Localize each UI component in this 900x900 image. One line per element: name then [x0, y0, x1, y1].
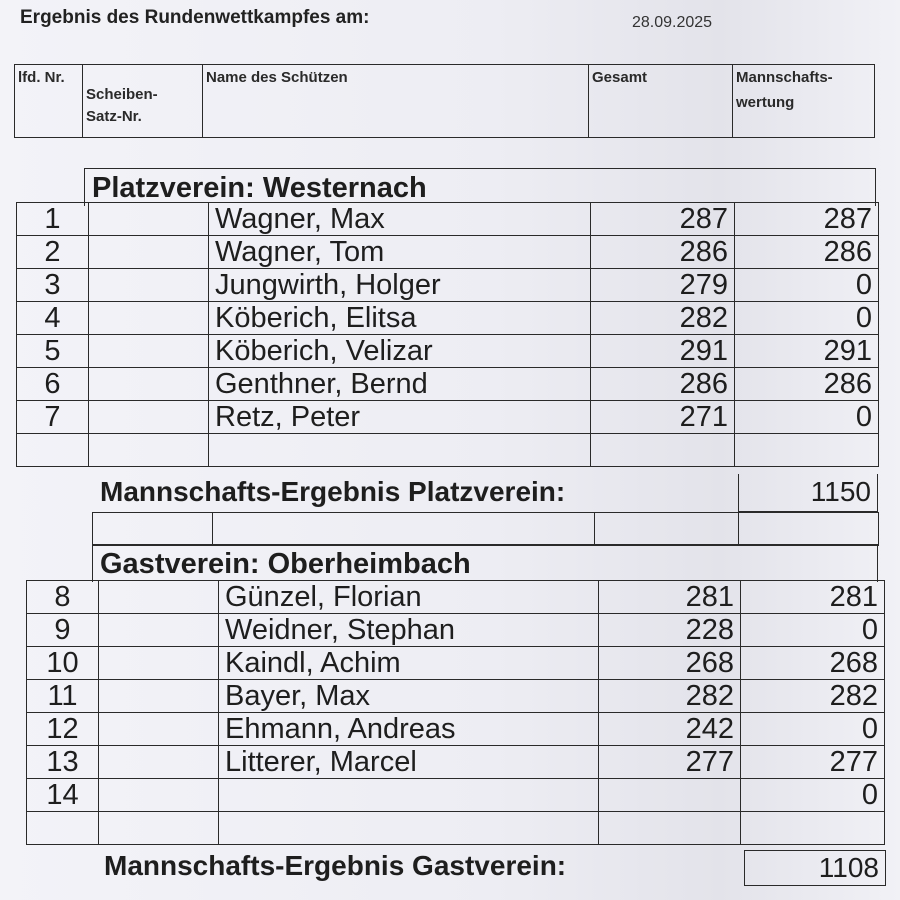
- guest-result-row: [27, 614, 885, 647]
- shooter-number: 12: [27, 713, 99, 746]
- header-scheiben-satz-nr: Scheiben- Satz-Nr.: [83, 65, 203, 138]
- total-score: 268: [599, 647, 741, 680]
- guest-result-row: [27, 746, 885, 779]
- shooter-name: Wagner, Max: [209, 203, 591, 236]
- home-empty-row: [17, 434, 879, 467]
- guest-team-result-value: 1108: [744, 850, 886, 886]
- guest-team-result-label: Mannschafts-Ergebnis Gastverein:: [104, 850, 567, 881]
- shooter-number: 3: [17, 269, 89, 302]
- guest-result-row: [27, 647, 885, 680]
- competition-date: 28.09.2025: [632, 14, 713, 31]
- scheiben-cell: [99, 779, 219, 812]
- home-result-row: [17, 269, 879, 302]
- home-result-row: [17, 302, 879, 335]
- scheiben-cell: [99, 680, 219, 713]
- guest-club-title: Gastverein: Oberheimbach: [92, 544, 878, 582]
- shooter-number: 4: [17, 302, 89, 335]
- home-result-row: [17, 401, 879, 434]
- shooter-number: 1: [17, 203, 89, 236]
- scheiben-cell: [89, 236, 209, 269]
- total-score: 282: [591, 302, 735, 335]
- shooter-name: Bayer, Max: [219, 680, 599, 713]
- shooter-name: Köberich, Elitsa: [209, 302, 591, 335]
- shooter-number: 10: [27, 647, 99, 680]
- scheiben-cell: [89, 401, 209, 434]
- scheiben-cell: [89, 302, 209, 335]
- team-score: 287: [735, 203, 879, 236]
- home-spacer-row: [92, 512, 879, 546]
- team-score: 281: [741, 581, 885, 614]
- shooter-name: Köberich, Velizar: [209, 335, 591, 368]
- total-score: [599, 779, 741, 812]
- guest-result-row: [27, 779, 885, 812]
- home-result-row: [17, 203, 879, 236]
- shooter-number: 14: [27, 779, 99, 812]
- shooter-number: 9: [27, 614, 99, 647]
- team-score: 286: [735, 236, 879, 269]
- guest-result-row: [27, 581, 885, 614]
- home-team-result-value: 1150: [738, 474, 878, 512]
- team-score: 291: [735, 335, 879, 368]
- home-club-title: Platzverein: Westernach: [84, 168, 876, 206]
- shooter-name: Kaindl, Achim: [219, 647, 599, 680]
- guest-results-table: [26, 580, 885, 845]
- home-results-table: [16, 202, 879, 467]
- shooter-number: 6: [17, 368, 89, 401]
- document-title: Ergebnis des Rundenwettkampfes am:: [20, 7, 370, 28]
- team-score: 282: [741, 680, 885, 713]
- header-mannschaftswertung: Mannschafts- wertung: [733, 65, 875, 138]
- total-score: 277: [599, 746, 741, 779]
- shooter-number: 13: [27, 746, 99, 779]
- header-gesamt: Gesamt: [589, 65, 733, 138]
- total-score: 282: [599, 680, 741, 713]
- scheiben-cell: [99, 647, 219, 680]
- shooter-number: 8: [27, 581, 99, 614]
- scheiben-cell: [89, 203, 209, 236]
- team-score: 0: [741, 713, 885, 746]
- total-score: 271: [591, 401, 735, 434]
- total-score: 279: [591, 269, 735, 302]
- home-result-row: [17, 335, 879, 368]
- header-name: Name des Schützen: [203, 65, 589, 138]
- shooter-number: 2: [17, 236, 89, 269]
- home-team-result-label: Mannschafts-Ergebnis Platzverein:: [100, 476, 566, 507]
- shooter-name: Ehmann, Andreas: [219, 713, 599, 746]
- scheiben-cell: [89, 368, 209, 401]
- shooter-name: Genthner, Bernd: [209, 368, 591, 401]
- shooter-name: Retz, Peter: [209, 401, 591, 434]
- team-score: 0: [741, 614, 885, 647]
- total-score: 286: [591, 368, 735, 401]
- column-header-table: [14, 64, 875, 138]
- team-score: 0: [735, 401, 879, 434]
- guest-result-row: [27, 680, 885, 713]
- shooter-name: [219, 779, 599, 812]
- team-score: 0: [735, 269, 879, 302]
- team-score: 277: [741, 746, 885, 779]
- shooter-number: 11: [27, 680, 99, 713]
- shooter-name: Weidner, Stephan: [219, 614, 599, 647]
- scheiben-cell: [99, 713, 219, 746]
- header-lfd-nr: lfd. Nr.: [15, 65, 83, 138]
- home-result-row: [17, 368, 879, 401]
- scheiben-cell: [89, 269, 209, 302]
- guest-result-row: [27, 713, 885, 746]
- total-score: 286: [591, 236, 735, 269]
- shooter-name: Günzel, Florian: [219, 581, 599, 614]
- shooter-number: 7: [17, 401, 89, 434]
- total-score: 291: [591, 335, 735, 368]
- guest-empty-row: [27, 812, 885, 845]
- scheiben-cell: [99, 581, 219, 614]
- total-score: 287: [591, 203, 735, 236]
- total-score: 281: [599, 581, 741, 614]
- shooter-name: Wagner, Tom: [209, 236, 591, 269]
- scheiben-cell: [99, 746, 219, 779]
- team-score: 0: [741, 779, 885, 812]
- team-score: 286: [735, 368, 879, 401]
- home-result-row: [17, 236, 879, 269]
- scheiben-cell: [99, 614, 219, 647]
- shooter-name: Litterer, Marcel: [219, 746, 599, 779]
- team-score: 0: [735, 302, 879, 335]
- total-score: 228: [599, 614, 741, 647]
- shooter-name: Jungwirth, Holger: [209, 269, 591, 302]
- total-score: 242: [599, 713, 741, 746]
- team-score: 268: [741, 647, 885, 680]
- shooter-number: 5: [17, 335, 89, 368]
- scheiben-cell: [89, 335, 209, 368]
